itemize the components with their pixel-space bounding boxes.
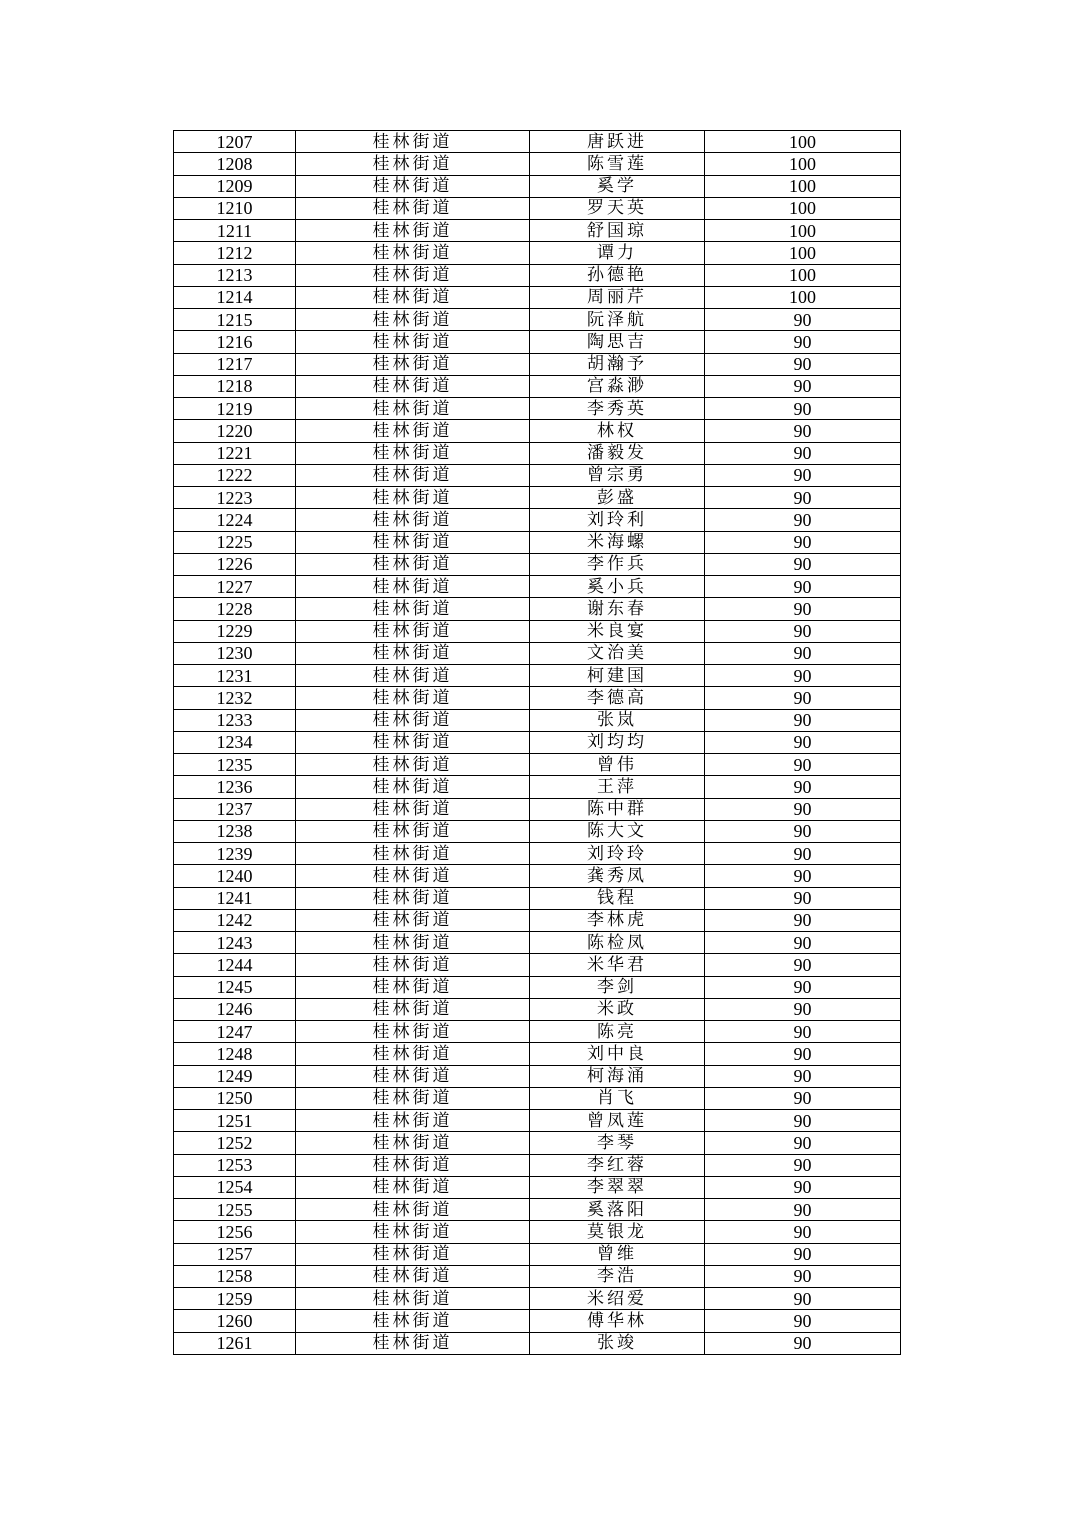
score-cell: 90 — [705, 731, 901, 753]
row-number-cell: 1222 — [174, 464, 296, 486]
score-cell: 90 — [705, 820, 901, 842]
person-name-cell: 文治美 — [530, 642, 705, 664]
row-number-cell: 1215 — [174, 309, 296, 331]
table-row — [174, 1132, 901, 1154]
score-cell: 90 — [705, 1176, 901, 1198]
street-cell: 桂林街道 — [296, 642, 530, 664]
street-cell: 桂林街道 — [296, 531, 530, 553]
person-name-cell: 米华君 — [530, 954, 705, 976]
street-cell: 桂林街道 — [296, 220, 530, 242]
street-cell: 桂林街道 — [296, 731, 530, 753]
row-number-cell: 1257 — [174, 1243, 296, 1265]
street-cell: 桂林街道 — [296, 331, 530, 353]
table-row — [174, 1288, 901, 1310]
person-name-cell: 柯建国 — [530, 665, 705, 687]
table-row — [174, 1332, 901, 1354]
row-number-cell: 1217 — [174, 353, 296, 375]
street-cell: 桂林街道 — [296, 1132, 530, 1154]
table-row — [174, 1110, 901, 1132]
score-cell: 90 — [705, 1065, 901, 1087]
table-row — [174, 576, 901, 598]
score-cell: 90 — [705, 420, 901, 442]
person-name-cell: 李秀英 — [530, 398, 705, 420]
table-row — [174, 1154, 901, 1176]
street-cell: 桂林街道 — [296, 887, 530, 909]
score-cell: 90 — [705, 1221, 901, 1243]
score-cell: 90 — [705, 353, 901, 375]
score-cell: 90 — [705, 1243, 901, 1265]
street-cell: 桂林街道 — [296, 598, 530, 620]
score-cell: 100 — [705, 220, 901, 242]
table-row — [174, 487, 901, 509]
street-cell: 桂林街道 — [296, 1176, 530, 1198]
row-number-cell: 1216 — [174, 331, 296, 353]
street-cell: 桂林街道 — [296, 398, 530, 420]
row-number-cell: 1256 — [174, 1221, 296, 1243]
table-row — [174, 220, 901, 242]
row-number-cell: 1240 — [174, 865, 296, 887]
score-cell: 90 — [705, 576, 901, 598]
table-row — [174, 998, 901, 1020]
row-number-cell: 1209 — [174, 175, 296, 197]
street-cell: 桂林街道 — [296, 1243, 530, 1265]
row-number-cell: 1258 — [174, 1265, 296, 1287]
score-cell: 90 — [705, 375, 901, 397]
row-number-cell: 1250 — [174, 1087, 296, 1109]
person-name-cell: 唐跃进 — [530, 131, 705, 153]
person-name-cell: 周丽芹 — [530, 286, 705, 308]
score-cell: 90 — [705, 754, 901, 776]
person-name-cell: 刘玲玲 — [530, 843, 705, 865]
table-row — [174, 1310, 901, 1332]
street-cell: 桂林街道 — [296, 309, 530, 331]
table-row — [174, 754, 901, 776]
person-name-cell: 傅华林 — [530, 1310, 705, 1332]
table-row — [174, 1176, 901, 1198]
row-number-cell: 1235 — [174, 754, 296, 776]
person-name-cell: 莫银龙 — [530, 1221, 705, 1243]
table-body — [174, 131, 901, 1355]
street-cell: 桂林街道 — [296, 709, 530, 731]
street-cell: 桂林街道 — [296, 420, 530, 442]
street-cell: 桂林街道 — [296, 865, 530, 887]
row-number-cell: 1260 — [174, 1310, 296, 1332]
score-cell: 100 — [705, 175, 901, 197]
street-cell: 桂林街道 — [296, 464, 530, 486]
street-cell: 桂林街道 — [296, 1065, 530, 1087]
table-row — [174, 375, 901, 397]
table-row — [174, 1243, 901, 1265]
street-cell: 桂林街道 — [296, 242, 530, 264]
table-row — [174, 1087, 901, 1109]
person-name-cell: 谭力 — [530, 242, 705, 264]
score-cell: 90 — [705, 776, 901, 798]
street-cell: 桂林街道 — [296, 153, 530, 175]
score-cell: 90 — [705, 487, 901, 509]
person-name-cell: 宫淼渺 — [530, 375, 705, 397]
table-row — [174, 687, 901, 709]
table-row — [174, 932, 901, 954]
street-cell: 桂林街道 — [296, 620, 530, 642]
table-row — [174, 420, 901, 442]
row-number-cell: 1212 — [174, 242, 296, 264]
score-cell: 90 — [705, 620, 901, 642]
row-number-cell: 1237 — [174, 798, 296, 820]
person-name-cell: 张岚 — [530, 709, 705, 731]
street-cell: 桂林街道 — [296, 1332, 530, 1354]
score-cell: 90 — [705, 309, 901, 331]
score-cell: 90 — [705, 1043, 901, 1065]
street-cell: 桂林街道 — [296, 1154, 530, 1176]
street-cell: 桂林街道 — [296, 1221, 530, 1243]
score-cell: 100 — [705, 153, 901, 175]
row-number-cell: 1230 — [174, 642, 296, 664]
street-cell: 桂林街道 — [296, 976, 530, 998]
person-name-cell: 曾维 — [530, 1243, 705, 1265]
row-number-cell: 1259 — [174, 1288, 296, 1310]
person-name-cell: 陶思吉 — [530, 331, 705, 353]
table-row — [174, 153, 901, 175]
person-name-cell: 刘玲利 — [530, 509, 705, 531]
score-cell: 90 — [705, 887, 901, 909]
row-number-cell: 1225 — [174, 531, 296, 553]
person-name-cell: 奚小兵 — [530, 576, 705, 598]
person-name-cell: 刘中良 — [530, 1043, 705, 1065]
street-cell: 桂林街道 — [296, 1021, 530, 1043]
row-number-cell: 1232 — [174, 687, 296, 709]
table-row — [174, 197, 901, 219]
person-name-cell: 李翠翠 — [530, 1176, 705, 1198]
street-cell: 桂林街道 — [296, 553, 530, 575]
person-name-cell: 钱程 — [530, 887, 705, 909]
table-row — [174, 843, 901, 865]
street-cell: 桂林街道 — [296, 798, 530, 820]
person-name-cell: 李琴 — [530, 1132, 705, 1154]
score-cell: 90 — [705, 553, 901, 575]
person-name-cell: 米良宴 — [530, 620, 705, 642]
row-number-cell: 1213 — [174, 264, 296, 286]
street-cell: 桂林街道 — [296, 843, 530, 865]
table-row — [174, 731, 901, 753]
score-cell: 90 — [705, 442, 901, 464]
score-cell: 100 — [705, 197, 901, 219]
person-name-cell: 舒国琼 — [530, 220, 705, 242]
person-name-cell: 陈大文 — [530, 820, 705, 842]
table-row — [174, 264, 901, 286]
score-cell: 90 — [705, 1110, 901, 1132]
table-row — [174, 665, 901, 687]
street-cell: 桂林街道 — [296, 131, 530, 153]
row-number-cell: 1249 — [174, 1065, 296, 1087]
table-row — [174, 531, 901, 553]
score-cell: 90 — [705, 398, 901, 420]
row-number-cell: 1246 — [174, 998, 296, 1020]
score-cell: 90 — [705, 932, 901, 954]
street-cell: 桂林街道 — [296, 175, 530, 197]
person-name-cell: 米绍爱 — [530, 1288, 705, 1310]
person-name-cell: 曾凤莲 — [530, 1110, 705, 1132]
row-number-cell: 1236 — [174, 776, 296, 798]
person-name-cell: 陈雪莲 — [530, 153, 705, 175]
score-cell: 100 — [705, 286, 901, 308]
table-row — [174, 954, 901, 976]
row-number-cell: 1234 — [174, 731, 296, 753]
row-number-cell: 1214 — [174, 286, 296, 308]
score-cell: 90 — [705, 665, 901, 687]
score-cell: 90 — [705, 1021, 901, 1043]
row-number-cell: 1233 — [174, 709, 296, 731]
person-name-cell: 孙德艳 — [530, 264, 705, 286]
person-name-cell: 李林虎 — [530, 909, 705, 931]
street-cell: 桂林街道 — [296, 1087, 530, 1109]
row-number-cell: 1243 — [174, 932, 296, 954]
person-name-cell: 曾伟 — [530, 754, 705, 776]
row-number-cell: 1207 — [174, 131, 296, 153]
score-cell: 100 — [705, 264, 901, 286]
person-name-cell: 胡瀚予 — [530, 353, 705, 375]
row-number-cell: 1218 — [174, 375, 296, 397]
person-name-cell: 奚落阳 — [530, 1199, 705, 1221]
street-cell: 桂林街道 — [296, 197, 530, 219]
row-number-cell: 1242 — [174, 909, 296, 931]
person-name-cell: 陈中群 — [530, 798, 705, 820]
table-row — [174, 131, 901, 153]
row-number-cell: 1229 — [174, 620, 296, 642]
table-row — [174, 642, 901, 664]
score-cell: 100 — [705, 131, 901, 153]
row-number-cell: 1238 — [174, 820, 296, 842]
street-cell: 桂林街道 — [296, 264, 530, 286]
person-name-cell: 王萍 — [530, 776, 705, 798]
person-name-cell: 张竣 — [530, 1332, 705, 1354]
score-cell: 90 — [705, 642, 901, 664]
street-cell: 桂林街道 — [296, 909, 530, 931]
row-number-cell: 1208 — [174, 153, 296, 175]
person-name-cell: 龚秀凤 — [530, 865, 705, 887]
score-cell: 90 — [705, 331, 901, 353]
person-name-cell: 奚学 — [530, 175, 705, 197]
row-number-cell: 1251 — [174, 1110, 296, 1132]
row-number-cell: 1219 — [174, 398, 296, 420]
score-cell: 90 — [705, 1199, 901, 1221]
row-number-cell: 1210 — [174, 197, 296, 219]
table-row — [174, 286, 901, 308]
street-cell: 桂林街道 — [296, 776, 530, 798]
score-cell: 90 — [705, 1310, 901, 1332]
row-number-cell: 1255 — [174, 1199, 296, 1221]
score-cell: 90 — [705, 598, 901, 620]
person-name-cell: 李浩 — [530, 1265, 705, 1287]
table-row — [174, 620, 901, 642]
row-number-cell: 1224 — [174, 509, 296, 531]
score-cell: 90 — [705, 1265, 901, 1287]
person-name-cell: 米海螺 — [530, 531, 705, 553]
table-row — [174, 1221, 901, 1243]
row-number-cell: 1261 — [174, 1332, 296, 1354]
table-row — [174, 331, 901, 353]
table-row — [174, 309, 901, 331]
person-name-cell: 陈检凤 — [530, 932, 705, 954]
street-cell: 桂林街道 — [296, 665, 530, 687]
score-cell: 90 — [705, 531, 901, 553]
row-number-cell: 1247 — [174, 1021, 296, 1043]
row-number-cell: 1253 — [174, 1154, 296, 1176]
row-number-cell: 1254 — [174, 1176, 296, 1198]
table-row — [174, 1021, 901, 1043]
street-cell: 桂林街道 — [296, 286, 530, 308]
street-cell: 桂林街道 — [296, 754, 530, 776]
person-name-cell: 李作兵 — [530, 553, 705, 575]
table-row — [174, 865, 901, 887]
row-number-cell: 1245 — [174, 976, 296, 998]
person-name-cell: 罗天英 — [530, 197, 705, 219]
street-cell: 桂林街道 — [296, 1265, 530, 1287]
table-row — [174, 242, 901, 264]
street-cell: 桂林街道 — [296, 353, 530, 375]
data-table — [173, 130, 901, 1355]
street-cell: 桂林街道 — [296, 998, 530, 1020]
table-row — [174, 464, 901, 486]
row-number-cell: 1239 — [174, 843, 296, 865]
score-cell: 90 — [705, 1132, 901, 1154]
street-cell: 桂林街道 — [296, 820, 530, 842]
street-cell: 桂林街道 — [296, 487, 530, 509]
score-cell: 100 — [705, 242, 901, 264]
table-row — [174, 887, 901, 909]
row-number-cell: 1226 — [174, 553, 296, 575]
person-name-cell: 阮泽航 — [530, 309, 705, 331]
row-number-cell: 1228 — [174, 598, 296, 620]
row-number-cell: 1220 — [174, 420, 296, 442]
street-cell: 桂林街道 — [296, 1110, 530, 1132]
table-row — [174, 798, 901, 820]
street-cell: 桂林街道 — [296, 1288, 530, 1310]
table-row — [174, 598, 901, 620]
score-cell: 90 — [705, 509, 901, 531]
table-row — [174, 1043, 901, 1065]
row-number-cell: 1227 — [174, 576, 296, 598]
street-cell: 桂林街道 — [296, 1310, 530, 1332]
street-cell: 桂林街道 — [296, 442, 530, 464]
table-row — [174, 976, 901, 998]
person-name-cell: 谢东春 — [530, 598, 705, 620]
score-cell: 90 — [705, 976, 901, 998]
table-row — [174, 1199, 901, 1221]
row-number-cell: 1241 — [174, 887, 296, 909]
street-cell: 桂林街道 — [296, 1199, 530, 1221]
person-name-cell: 米政 — [530, 998, 705, 1020]
row-number-cell: 1223 — [174, 487, 296, 509]
row-number-cell: 1248 — [174, 1043, 296, 1065]
row-number-cell: 1252 — [174, 1132, 296, 1154]
score-cell: 90 — [705, 1087, 901, 1109]
street-cell: 桂林街道 — [296, 1043, 530, 1065]
score-cell: 90 — [705, 1154, 901, 1176]
score-cell: 90 — [705, 843, 901, 865]
score-cell: 90 — [705, 1332, 901, 1354]
table-row — [174, 398, 901, 420]
score-cell: 90 — [705, 1288, 901, 1310]
score-cell: 90 — [705, 709, 901, 731]
table-row — [174, 353, 901, 375]
table-row — [174, 509, 901, 531]
person-name-cell: 刘均均 — [530, 731, 705, 753]
table-row — [174, 776, 901, 798]
score-cell: 90 — [705, 687, 901, 709]
table-row — [174, 909, 901, 931]
street-cell: 桂林街道 — [296, 954, 530, 976]
person-name-cell: 李红蓉 — [530, 1154, 705, 1176]
street-cell: 桂林街道 — [296, 932, 530, 954]
person-name-cell: 林权 — [530, 420, 705, 442]
person-name-cell: 陈亮 — [530, 1021, 705, 1043]
score-cell: 90 — [705, 798, 901, 820]
table-row — [174, 175, 901, 197]
person-name-cell: 李剑 — [530, 976, 705, 998]
score-cell: 90 — [705, 998, 901, 1020]
street-cell: 桂林街道 — [296, 509, 530, 531]
row-number-cell: 1221 — [174, 442, 296, 464]
table-row — [174, 820, 901, 842]
person-name-cell: 曾宗勇 — [530, 464, 705, 486]
table-row — [174, 553, 901, 575]
street-cell: 桂林街道 — [296, 375, 530, 397]
score-cell: 90 — [705, 954, 901, 976]
street-cell: 桂林街道 — [296, 576, 530, 598]
table-row — [174, 1065, 901, 1087]
score-cell: 90 — [705, 865, 901, 887]
person-name-cell: 柯海涌 — [530, 1065, 705, 1087]
row-number-cell: 1211 — [174, 220, 296, 242]
person-name-cell: 肖飞 — [530, 1087, 705, 1109]
street-cell: 桂林街道 — [296, 687, 530, 709]
score-cell: 90 — [705, 909, 901, 931]
table-row — [174, 1265, 901, 1287]
row-number-cell: 1244 — [174, 954, 296, 976]
table-row — [174, 442, 901, 464]
table-row — [174, 709, 901, 731]
person-name-cell: 潘毅发 — [530, 442, 705, 464]
person-name-cell: 李德高 — [530, 687, 705, 709]
row-number-cell: 1231 — [174, 665, 296, 687]
score-cell: 90 — [705, 464, 901, 486]
person-name-cell: 彭盛 — [530, 487, 705, 509]
